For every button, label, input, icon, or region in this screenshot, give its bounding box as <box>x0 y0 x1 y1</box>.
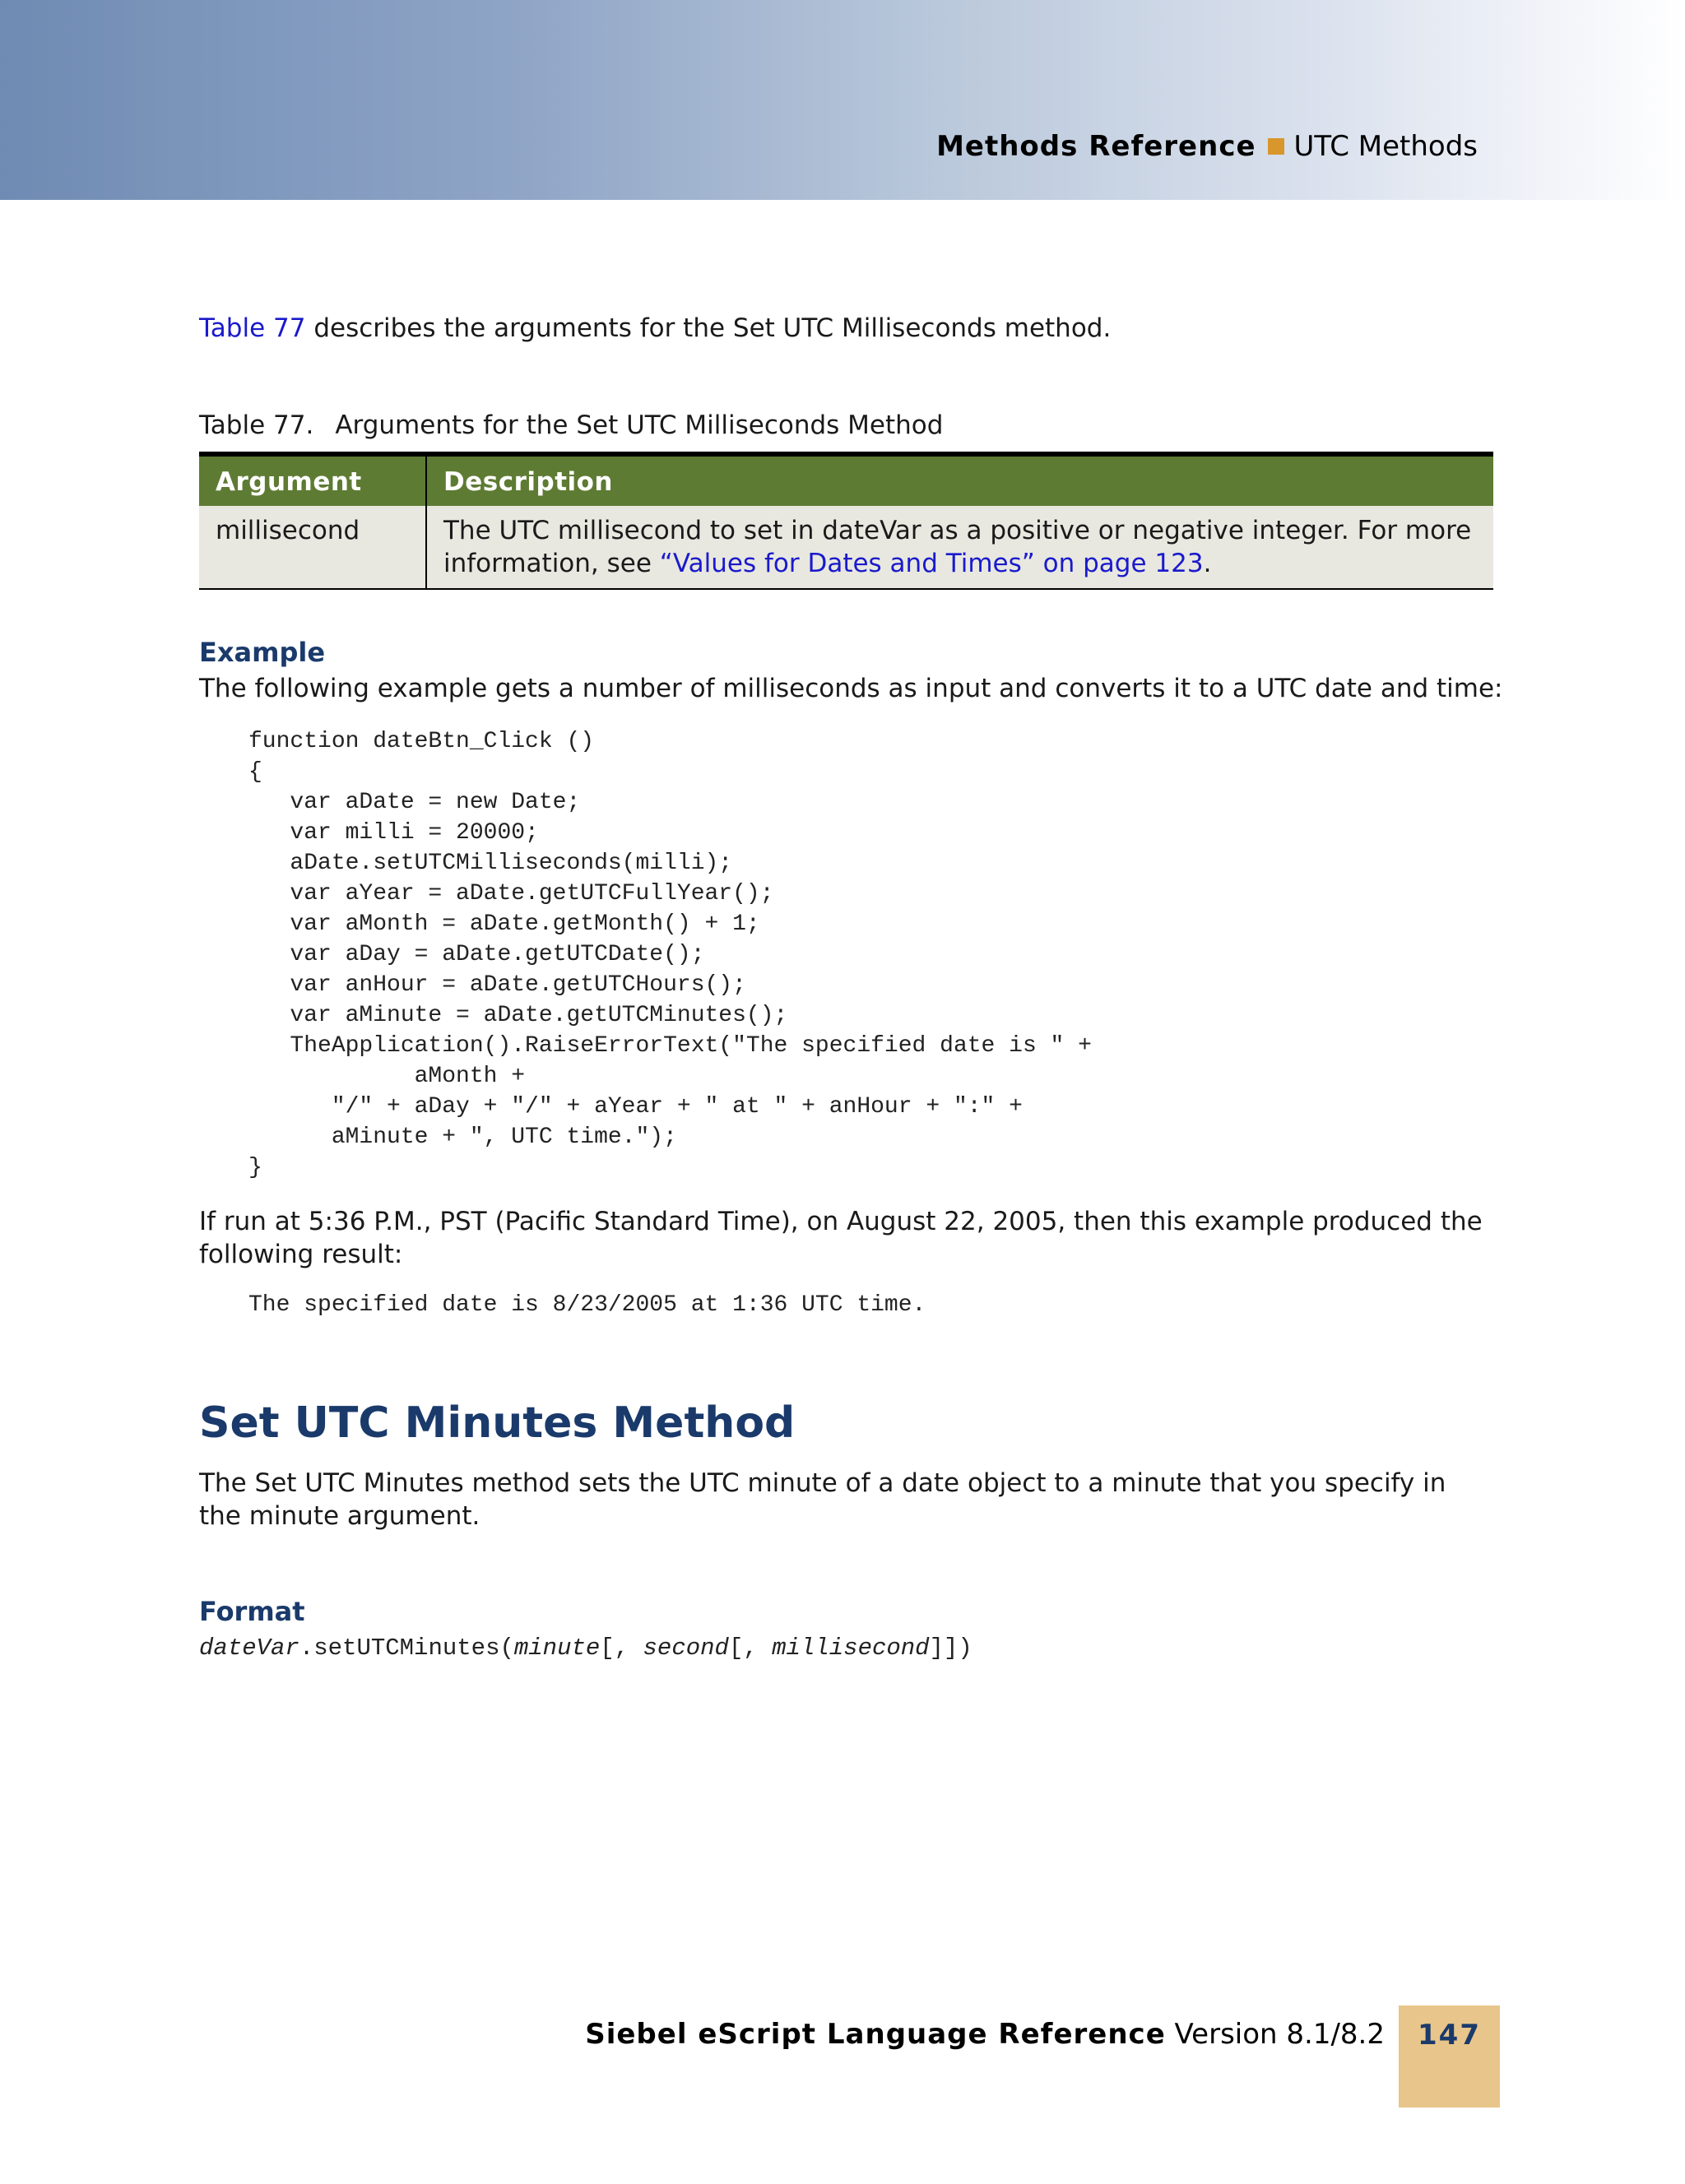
format-arg-minute: minute <box>513 1635 601 1662</box>
header-square-icon <box>1268 138 1284 155</box>
format-syntax <box>199 1632 972 1665</box>
format-sep-2: [, <box>728 1635 773 1662</box>
result-intro: If run at 5:36 P.M., PST (Pacific Standard Time), on August 22, 2005, then this example produced the following result: <box>199 1207 1483 1269</box>
column-header-description: Description <box>426 454 1493 506</box>
page-number: 147 <box>1418 2019 1481 2052</box>
arguments-table <box>199 452 1493 590</box>
column-header-argument: Argument <box>199 454 426 506</box>
format-sep-1: [, <box>600 1635 643 1662</box>
format-object: dateVar <box>199 1635 299 1662</box>
table-row <box>199 506 1493 589</box>
format-arg-second: second <box>643 1635 729 1662</box>
table-caption-title: Arguments for the Set UTC Milliseconds Method <box>335 410 944 440</box>
format-close: ]]) <box>929 1635 972 1662</box>
values-for-dates-link[interactable]: “Values for Dates and Times” on page 123 <box>659 549 1204 578</box>
description-text: The UTC millisecond to set in dateVar as a positive or negative integer. For more information, see <box>443 516 1472 578</box>
example-text: The following example gets a number of milliseconds as input and converts it to a UTC date and time: <box>199 674 1503 703</box>
argument-cell: millisecond <box>199 506 426 589</box>
header-subsection: UTC Methods <box>1293 130 1478 163</box>
footer-version: Version 8.1/8.2 <box>1165 2018 1385 2051</box>
example-heading: Example <box>199 637 326 668</box>
header-section: Methods Reference <box>936 130 1256 163</box>
intro-paragraph <box>199 312 1111 345</box>
page-number-tab <box>1399 2005 1500 2107</box>
format-arg-millisecond: millisecond <box>772 1635 930 1662</box>
format-heading: Format <box>199 1596 305 1627</box>
example-code-block: function dateBtn_Click () { var aDate = new Date; var milli = 20000; aDate.setUTCMilliseconds(milli); var aYear = aDate.getUTCFullYear(); var aMonth = aDate.getMonth() + 1; var aDay = aDate.getUTCDate(); var anHour = aDate.getUTCHours(); var aMinute = aDate.getUTCMinutes(); TheApplication().RaiseErrorText("The specified date is " + aMonth + "/" + aDay + "/" + aYear + " at " + anHour + ":" + aMinute + ", UTC time."); } <box>248 729 1092 1180</box>
table-caption-number: Table 77. <box>199 410 314 440</box>
table-caption <box>199 409 943 442</box>
table-header-row <box>199 454 1493 506</box>
running-header <box>936 130 1478 163</box>
description-cell <box>426 506 1493 589</box>
description-end: . <box>1203 549 1212 578</box>
section-description: The Set UTC Minutes method sets the UTC minute of a date object to a minute that you specify in the minute argument. <box>199 1468 1446 1531</box>
header-band <box>0 0 1685 200</box>
table-77-link[interactable]: Table 77 <box>199 313 306 343</box>
format-method: .setUTCMinutes( <box>299 1635 514 1662</box>
result-code: The specified date is 8/23/2005 at 1:36 UTC time. <box>248 1292 926 1318</box>
intro-text: describes the arguments for the Set UTC Milliseconds method. <box>305 313 1112 343</box>
running-footer <box>585 2018 1385 2051</box>
footer-title: Siebel eScript Language Reference <box>585 2018 1166 2051</box>
section-title: Set UTC Minutes Method <box>199 1398 796 1448</box>
